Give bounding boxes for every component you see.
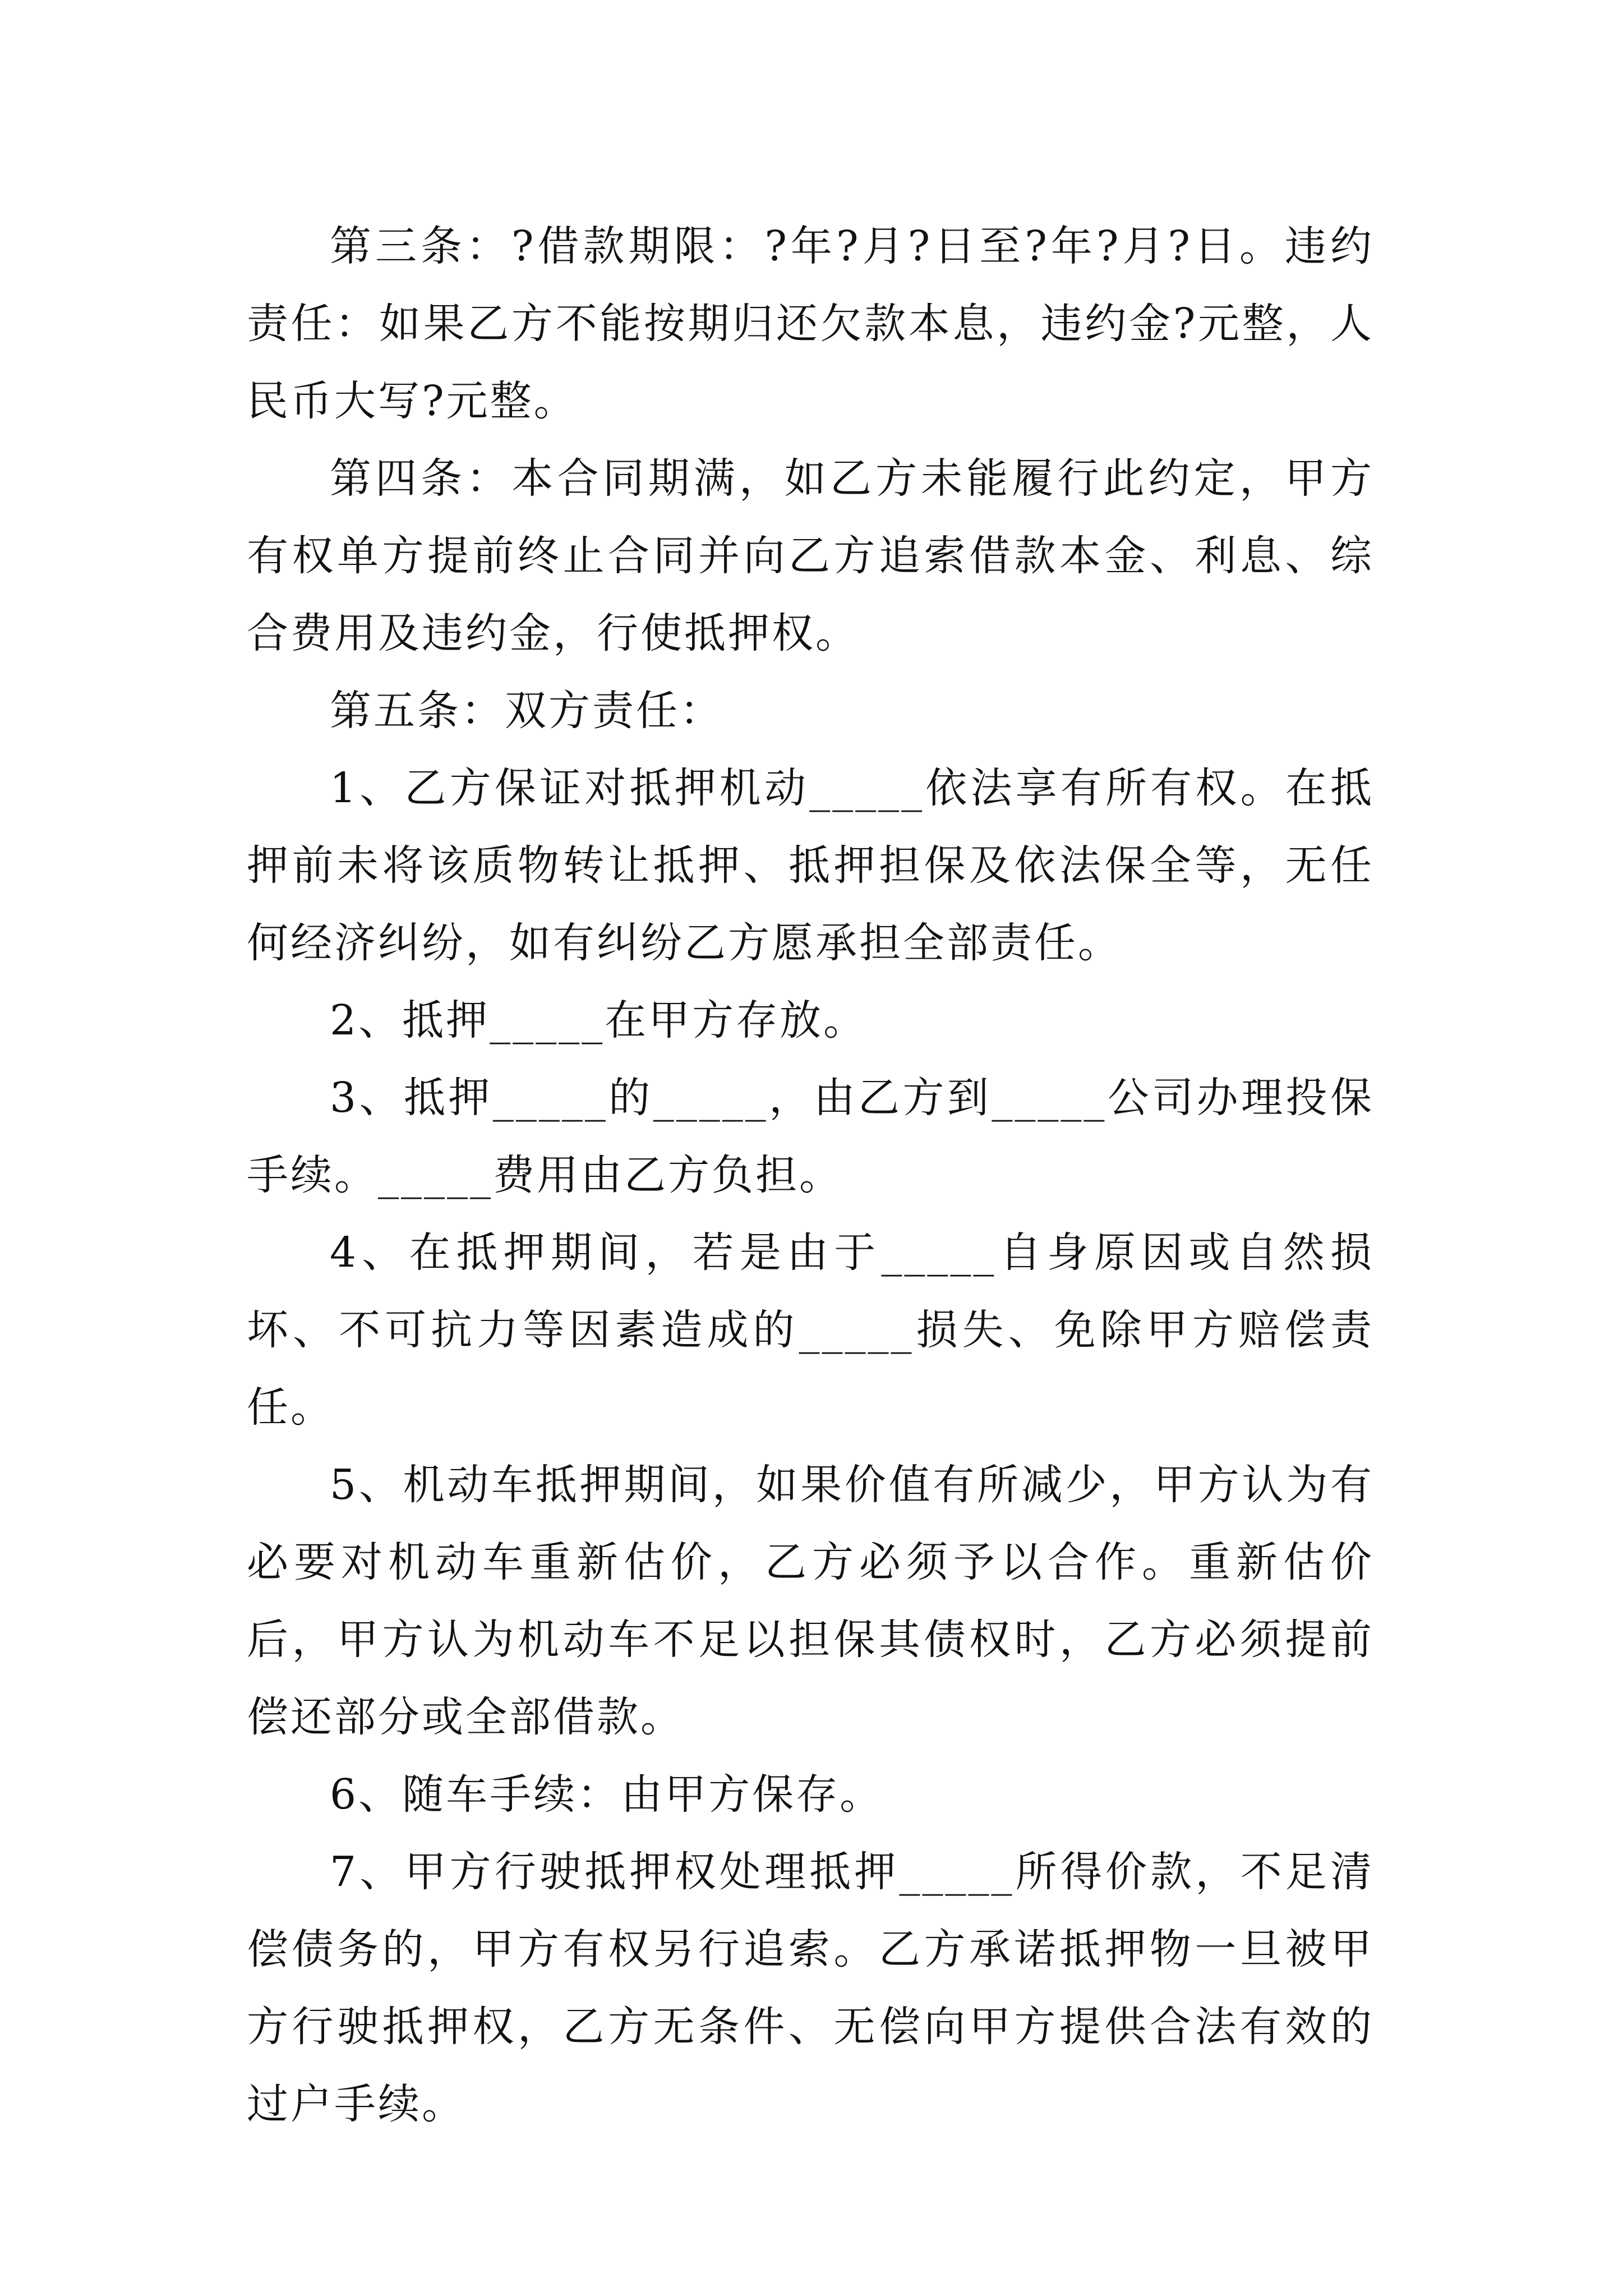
article-5-heading: 第五条：双方责任： <box>330 687 723 735</box>
clause-1-paragraph: 1、乙方保证对抵押机动_____依法享有所有权。在抵押前未将该质物转让抵押、抵押担保及依法保全等，无任何经济纠纷，如有纠纷乙方愿承担全部责任。 <box>247 764 1374 967</box>
clause-4-paragraph: 4、在抵押期间，若是由于_____自身原因或自然损坏、不可抗力等因素造成的_____损失、免除甲方赔偿责任。 <box>247 1228 1374 1432</box>
article-4-paragraph: 第四条：本合同期满，如乙方未能履行此约定，甲方有权单方提前终止合同并向乙方追索借款本金、利息、综合费用及违约金，行使抵押权。 <box>247 454 1374 657</box>
article-3-paragraph: 第三条：?借款期限：?年?月?日至?年?月?日。违约责任：如果乙方不能按期归还欠款本息，违约金?元整，人民币大写?元整。 <box>247 222 1374 425</box>
clause-5-paragraph: 5、机动车抵押期间，如果价值有所减少，甲方认为有必要对机动车重新估价，乙方必须予以合作。重新估价后，甲方认为机动车不足以担保其债权时，乙方必须提前偿还部分或全部借款。 <box>247 1461 1374 1741</box>
clause-6-paragraph: 6、随车手续：由甲方保存。 <box>330 1770 884 1819</box>
document-body <box>247 208 1374 2143</box>
clause-7-paragraph: 7、甲方行驶抵押权处理抵押_____所得价款，不足清偿债务的，甲方有权另行追索。乙方承诺抵押物一旦被甲方行驶抵押权，乙方无条件、无偿向甲方提供合法有效的过户手续。 <box>247 1848 1374 2128</box>
clause-3-paragraph: 3、抵押_____的_____，由乙方到_____公司办理投保手续。_____费用由乙方负担。 <box>247 1074 1374 1199</box>
clause-2-paragraph: 2、抵押_____在甲方存放。 <box>330 996 868 1045</box>
